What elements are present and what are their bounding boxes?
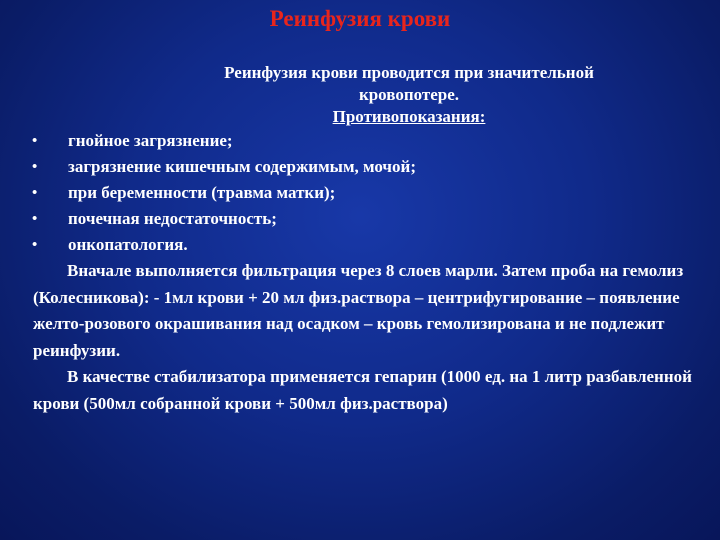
bullet-icon: • [32, 185, 38, 201]
bullet-icon: • [32, 237, 38, 253]
list-item-text: загрязнение кишечным содержимым, мочой; [68, 157, 416, 176]
intro-line-2: кровопотере. [358, 85, 460, 104]
paragraph-filtration: Вначале выполняется фильтрация через 8 слоев марли. Затем проба на гемолиз (Колесникова): - 1мл крови + 20 мл физ.раствора – центрифугирование – появление желто-розового окрашивания над осадком – кровь гемолизирована и не подлежит реинфузии. [33, 261, 684, 360]
slide-title: Реинфузия крови [269, 6, 451, 31]
list-item [34, 206, 694, 232]
list-item [34, 232, 694, 258]
list-item [34, 154, 694, 180]
contraindications-heading: Противопоказания: [332, 107, 486, 126]
list-item-text: онкопатология. [68, 235, 188, 254]
bullet-icon: • [32, 211, 38, 227]
list-item [34, 128, 694, 154]
bullet-icon: • [32, 159, 38, 175]
list-item-text: почечная недостаточность; [68, 209, 277, 228]
intro-line-1: Реинфузия крови проводится при значительной [224, 63, 594, 82]
bullet-icon: • [32, 133, 38, 149]
list-item-text: при беременности (травма матки); [68, 183, 336, 202]
list-item [34, 180, 694, 206]
slide-body [34, 62, 694, 417]
contraindications-heading-wrap [34, 106, 694, 128]
paragraph-stabilizer: В качестве стабилизатора применяется гепарин (1000 ед. на 1 литр разбавленной крови (500мл собранной крови + 500мл физ.раствора) [33, 367, 692, 413]
list-item-text: гнойное загрязнение; [68, 131, 233, 150]
contraindications-list [34, 128, 694, 258]
